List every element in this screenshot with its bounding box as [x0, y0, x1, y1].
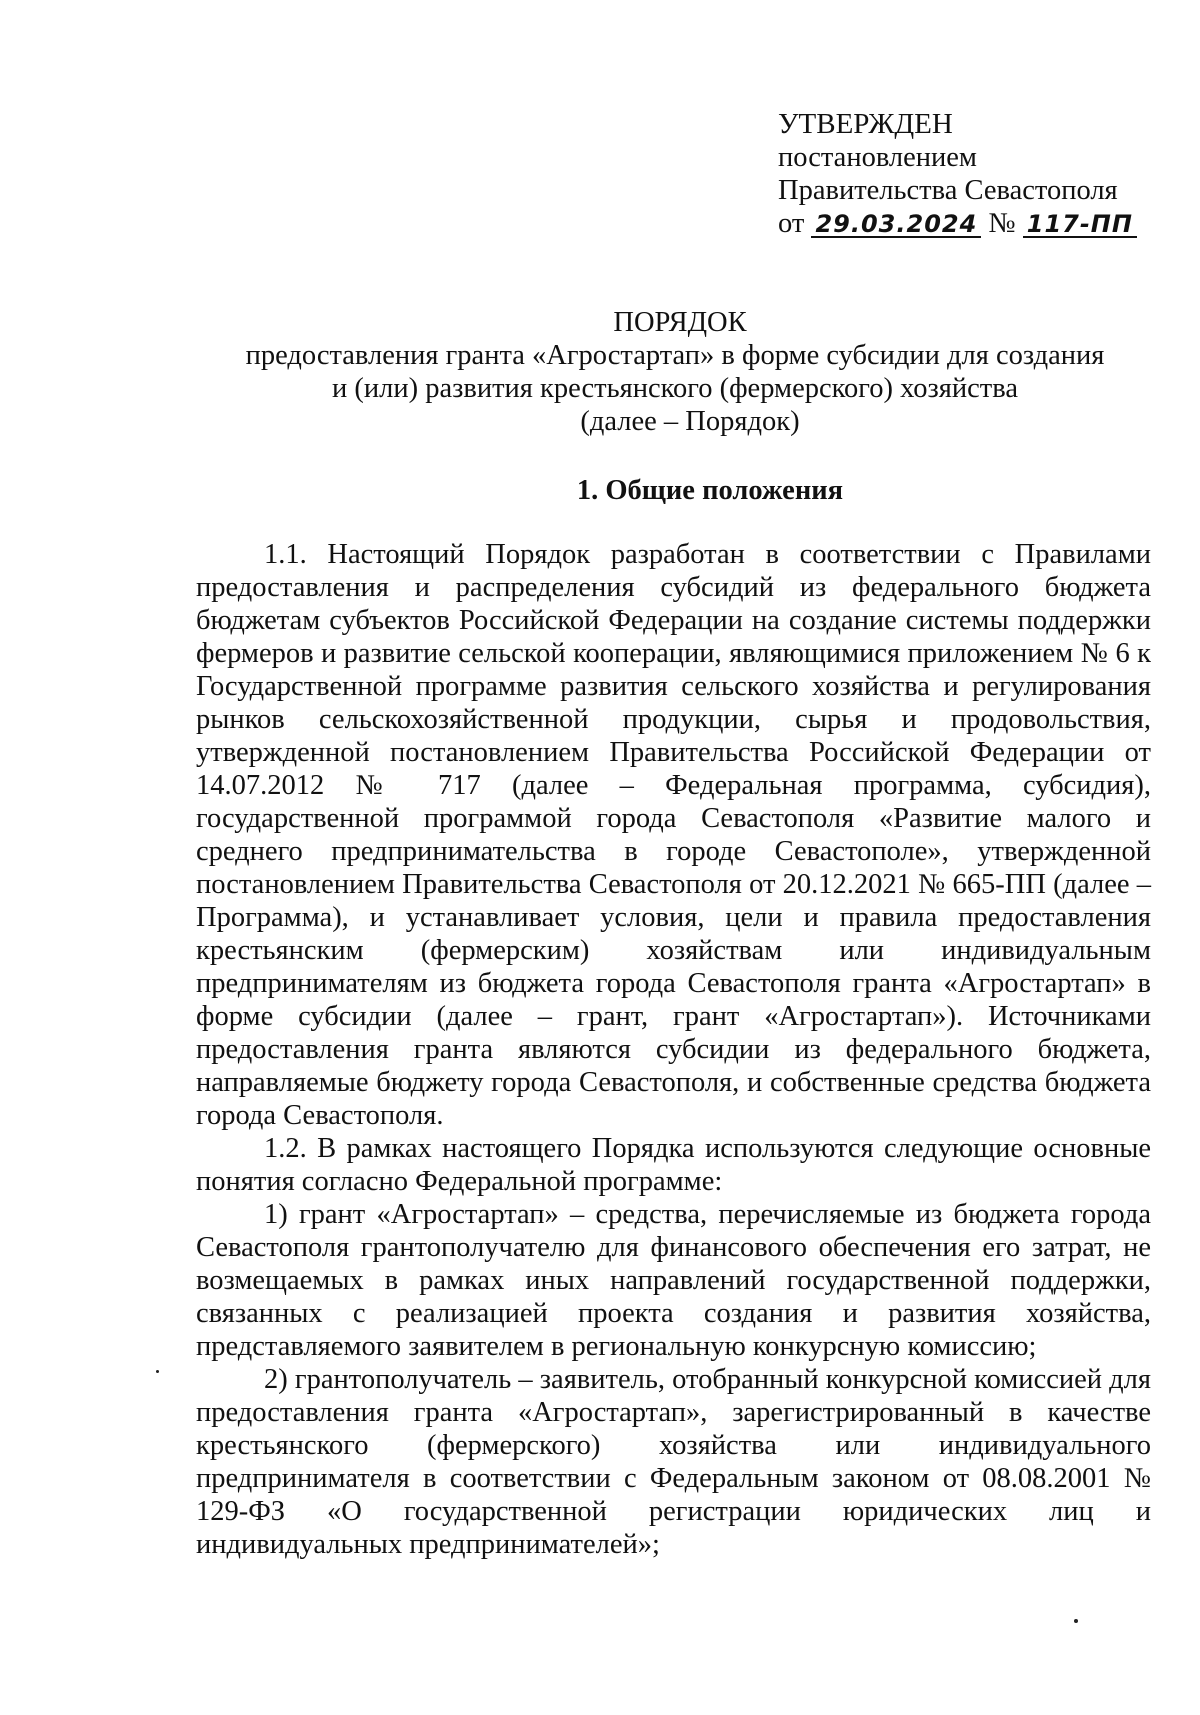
- paragraph: 1) грант «Агростартап» – средства, перечисляемые из бюджета города Севастополя грантополучателю для финансового обеспечения его затрат, не возмещаемых в рамках иных направлений государственной поддержки, связанных с реализацией проекта создания и развития хозяйства, представляемого заявителем в региональную конкурсную комиссию;: [196, 1199, 1151, 1362]
- approval-stamp-block: [778, 108, 1158, 240]
- approval-date-handwritten: 29.03.2024: [811, 212, 981, 238]
- approval-date-prefix: от: [778, 208, 805, 239]
- document-heading: ПОРЯДОК: [613, 307, 747, 338]
- paragraph: 2) грантополучатель – заявитель, отобранный конкурсной комиссией для предоставления гранта «Агростартап», зарегистрированный в качестве крестьянского (фермерского) хозяйства или индивидуального предпринимателя в соответствии с Федеральным законом от 08.08.2001 № 129-ФЗ «О государственной регистрации юридических лиц и индивидуальных предпринимателей»;: [196, 1364, 1151, 1560]
- document-body: [196, 538, 1151, 1561]
- scan-speck: [1074, 1619, 1078, 1623]
- approval-title: УТВЕРЖДЕН: [778, 108, 953, 140]
- document-title-block: [200, 306, 1150, 438]
- approval-number-prefix: №: [988, 208, 1016, 239]
- paragraph: 1.1. Настоящий Порядок разработан в соответствии с Правилами предоставления и распределения субсидий из федерального бюджета бюджетам субъектов Российской Федерации на создание системы поддержки фермеров и развитие сельской кооперации, являющимися приложением № 6 к Государственной программе развития сельского хозяйства и регулирования рынков сельскохозяйственной продукции, сырья и продовольствия, утвержденной постановлением Правительства Российской Федерации от 14.07.2012 № 717 (далее – Федеральная программа, субсидия), государственной программой города Севастополя «Развитие малого и среднего предпринимательства в городе Севастополе», утвержденной постановлением Правительства Севастополя от 20.12.2021 № 665-ПП (далее – Программа), и устанавливает условия, цели и правила предоставления крестьянским (фермерским) хозяйствам или индивидуальным предпринимателям из бюджета города Севастополя гранта «Агростартап» в форме субсидии (далее – грант, грант «Агростартап»). Источниками предоставления гранта являются субсидии из федерального бюджета, направляемые бюджету города Севастополя, и собственные средства бюджета города Севастополя.: [196, 539, 1151, 1131]
- approval-date-line: [778, 207, 1158, 240]
- section-heading: 1. Общие положения: [576, 475, 844, 506]
- paragraph: 1.2. В рамках настоящего Порядка используются следующие основные понятия согласно Федеральной программе:: [196, 1133, 1151, 1197]
- document-title-line-2: и (или) развития крестьянского (фермерского) хозяйства: [332, 373, 1018, 404]
- scan-speck: [156, 1370, 159, 1373]
- document-title-line-3: (далее – Порядок): [580, 406, 800, 437]
- approval-line-2: Правительства Севастополя: [778, 175, 1118, 206]
- approval-number-handwritten: 117-ПП: [1023, 212, 1137, 238]
- document-title-line-1: предоставления гранта «Агростартап» в форме субсидии для создания: [245, 340, 1105, 371]
- approval-line-1: постановлением: [778, 142, 977, 173]
